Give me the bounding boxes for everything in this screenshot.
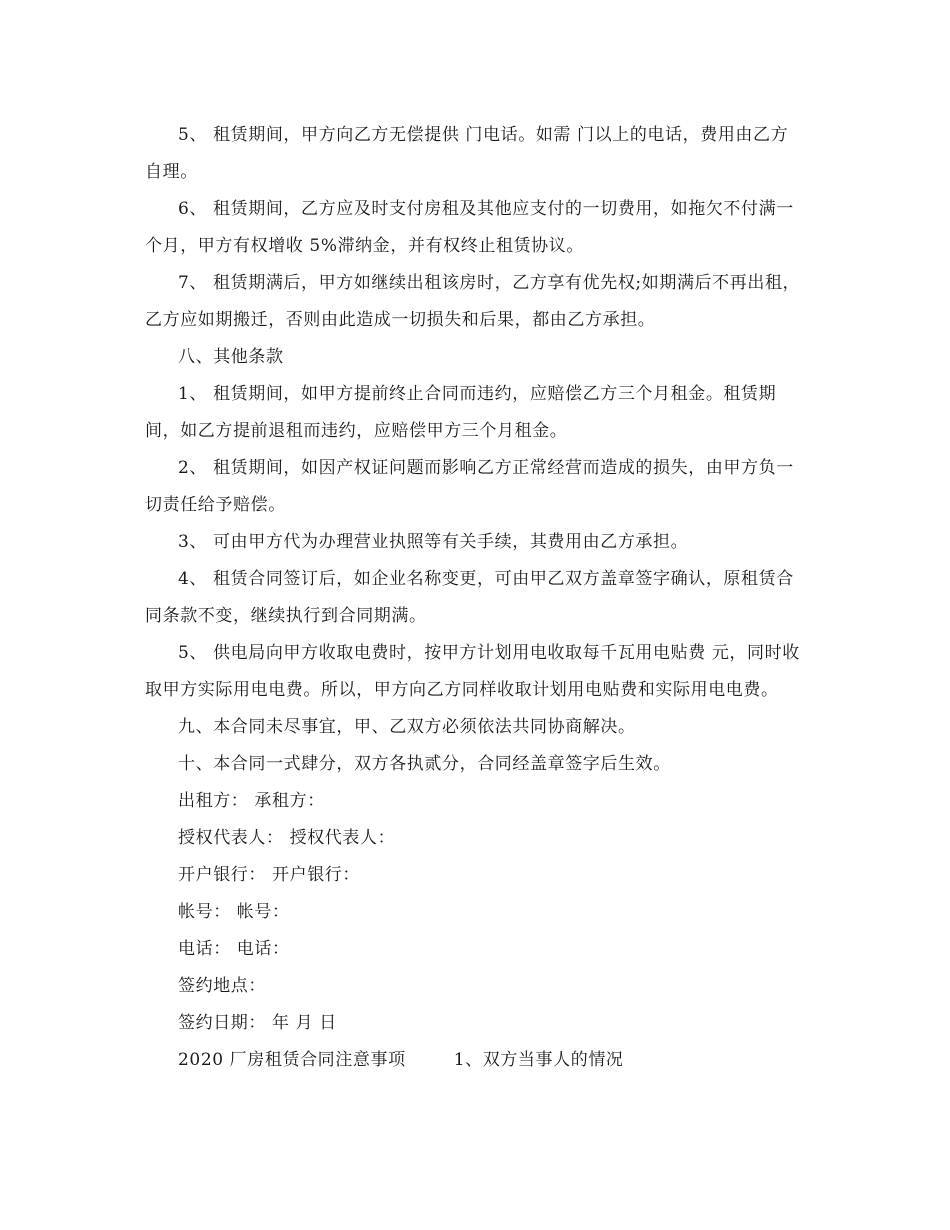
notes-heading-line: 2020 厂房租赁合同注意事项 1、双方当事人的情况: [178, 1050, 624, 1070]
contract-body: [145, 117, 805, 1079]
section-9: 九、本合同未尽事宜，甲、乙双方必须依法共同协商解决。: [178, 717, 636, 737]
other-clause-2: 2、 租赁期间，如因产权证问题而影响乙方正常经营而造成的损失，由甲方负一切责任给予赔偿。: [145, 458, 794, 515]
other-clause-3: 3、 可由甲方代为办理营业执照等有关手续，其费用由乙方承担。: [178, 532, 689, 552]
clause-6-payment: 6、 租赁期间，乙方应及时支付房租及其他应支付的一切费用，如拖欠不付满一个月，甲方有权增收 5%滞纳金，并有权终止租赁协议。: [145, 199, 794, 256]
clause-5-phone: 5、 租赁期间，甲方向乙方无偿提供 门电话。如需 门以上的电话，费用由乙方自理。: [145, 125, 789, 182]
section-8-heading: 八、其他条款: [178, 347, 284, 367]
signing-place-line: 签约地点：: [178, 976, 266, 996]
account-line: 帐号： 帐号：: [178, 902, 290, 922]
authorized-rep-line: 授权代表人： 授权代表人：: [178, 828, 396, 848]
clause-7-renewal: 7、 租赁期满后，甲方如继续出租该房时，乙方享有优先权;如期满后不再出租，乙方应如期搬迁，否则由此造成一切损失和后果，都由乙方承担。: [145, 273, 801, 330]
section-10: 十、本合同一式肆分，双方各执贰分，合同经盖章签字后生效。: [178, 754, 671, 774]
other-clause-4: 4、 租赁合同签订后，如企业名称变更，可由甲乙双方盖章签字确认，原租赁合同条款不变，继续执行到合同期满。: [145, 569, 794, 626]
other-clause-1: 1、 租赁期间，如甲方提前终止合同而违约，应赔偿乙方三个月租金。租赁期间，如乙方提前退租而违约，应赔偿甲方三个月租金。: [145, 384, 777, 441]
bank-line: 开户银行： 开户银行：: [178, 865, 361, 885]
phone-line: 电话： 电话：: [178, 939, 290, 959]
other-clause-5: 5、 供电局向甲方收取电费时，按甲方计划用电收取每千瓦用电贴费 元，同时收取甲方实际用电电费。所以，甲方向乙方同样收取计划用电贴费和实际用电电费。: [145, 643, 800, 700]
lessor-lessee-line: 出租方： 承租方：: [178, 791, 325, 811]
signing-date-line: 签约日期： 年 月 日: [178, 1013, 337, 1033]
